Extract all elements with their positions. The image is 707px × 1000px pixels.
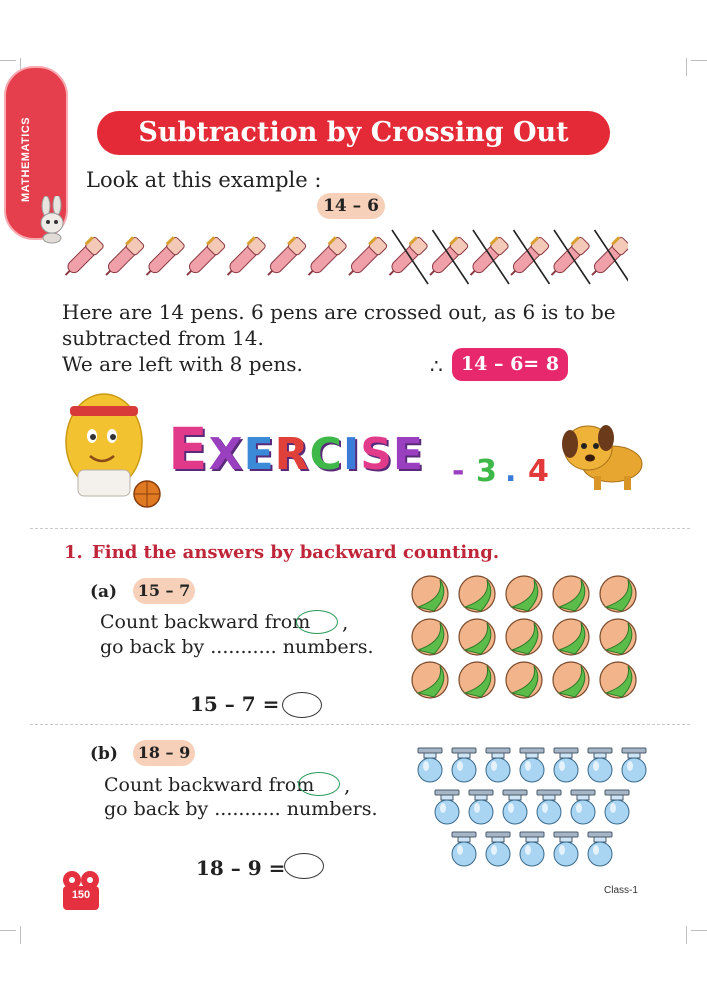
pen-icon [181,235,226,280]
exercise-letter: S [360,429,393,480]
ball-icon [412,619,448,655]
pen-icon [464,230,509,284]
subject-tab-label: MATHEMATICS [20,116,32,202]
pen-icon [424,230,469,284]
crop-mark [691,60,707,61]
pen-icon [545,230,590,284]
part-b-count-text: Count backward from [104,774,315,796]
jar-icon [622,748,646,782]
cross-out-line [554,230,590,284]
ball-icon [459,662,495,698]
part-a-equation: 15 – 7 = [190,692,280,716]
part-b-answer-oval[interactable] [284,853,324,879]
cross-out-line [514,230,550,284]
jar-icon [486,832,510,866]
ball-icon [553,662,589,698]
part-a-count-text: Count backward from [100,611,311,633]
exercise-number-major: 3 [476,454,497,489]
ball-icon [600,619,636,655]
jar-icon [605,790,629,824]
part-a-start-oval[interactable] [296,610,338,634]
ball-icon [600,662,636,698]
exercise-letter: E [243,429,275,480]
part-b-expression: 18 – 9 [133,740,195,766]
exercise-dot: . [505,454,517,489]
example-description-line1: Here are 14 pens. 6 pens are crossed out, as 6 is to be [62,300,616,324]
ball-icon [412,576,448,612]
balls-illustration [410,572,650,702]
crop-mark [691,930,707,931]
example-intro: Look at this example : [86,168,322,192]
exercise-dash: - [452,454,465,489]
pen-icon [262,235,307,280]
ball-icon [553,576,589,612]
part-a-label: (a) [90,582,118,602]
pen-icon [302,235,347,280]
section-divider [30,724,690,725]
jar-icon [503,790,527,824]
part-b-go-back-text: go back by ........... numbers. [104,798,378,820]
part-a-expression: 15 – 7 [133,578,195,604]
exercise-letter: E [392,429,424,480]
jar-icon [486,748,510,782]
jar-icon [469,790,493,824]
pen-icon [383,230,428,284]
jar-icon [452,832,476,866]
page-number: 150 [71,889,91,901]
jar-icon [452,748,476,782]
exercise-letter: E [168,415,209,483]
part-a-answer-oval[interactable] [282,692,322,718]
jar-icon [418,748,442,782]
ball-icon [600,576,636,612]
dog-mascot-icon [560,414,646,494]
jar-icon [554,832,578,866]
class-label: Class-1 [604,885,638,896]
cross-out-line [473,230,509,284]
crop-mark [686,926,687,944]
part-b-comma: , [344,773,351,797]
question-text: Find the answers by backward counting. [92,542,500,563]
crop-mark [20,926,21,944]
jar-icon [520,832,544,866]
jar-icon [435,790,459,824]
example-description-line3: We are left with 8 pens. [62,352,303,376]
pen-icon [505,230,550,284]
pen-icon [100,235,145,280]
part-b-start-oval[interactable] [298,772,340,796]
jar-icon [554,748,578,782]
page-title: Subtraction by Crossing Out [97,111,610,155]
crop-mark [0,930,16,931]
exercise-word [168,415,424,483]
pen-icon [343,235,388,280]
question-number: 1. [64,542,83,563]
pen-icon [221,235,266,280]
section-divider [30,528,690,529]
jar-icon [520,748,544,782]
pens-illustration [58,226,628,288]
ball-icon [553,619,589,655]
jar-icon [571,790,595,824]
example-answer: 14 – 6= 8 [452,348,568,381]
example-expression: 14 – 6 [317,193,385,219]
therefore-symbol: ∴ [430,354,443,378]
exercise-letter: X [208,429,244,480]
ball-icon [506,619,542,655]
exercise-letter: I [342,429,361,480]
part-b-label: (b) [90,744,118,764]
part-a-go-back-text: go back by ........... numbers. [100,636,374,658]
exercise-letter: C [309,429,343,480]
cross-out-line [433,230,469,284]
ball-icon [506,576,542,612]
exercise-heading [168,415,424,483]
ball-icon [412,662,448,698]
jars-illustration [414,744,654,874]
pen-icon [59,235,104,280]
jar-icon [588,832,612,866]
example-description-line2: subtracted from 14. [62,326,264,350]
pen-icon [140,235,185,280]
jar-icon [588,748,612,782]
pen-icon [586,230,628,284]
exercise-number-minor: 4 [528,454,549,489]
exercise-letter: R [274,429,310,480]
cross-out-line [392,230,428,284]
jar-icon [537,790,561,824]
ball-icon [506,662,542,698]
ball-icon [459,576,495,612]
potato-mascot-icon [52,384,164,512]
part-b-equation: 18 – 9 = [196,856,286,880]
ball-icon [459,619,495,655]
crop-mark [0,60,16,61]
crop-mark [686,58,687,76]
part-a-comma: , [342,610,349,634]
